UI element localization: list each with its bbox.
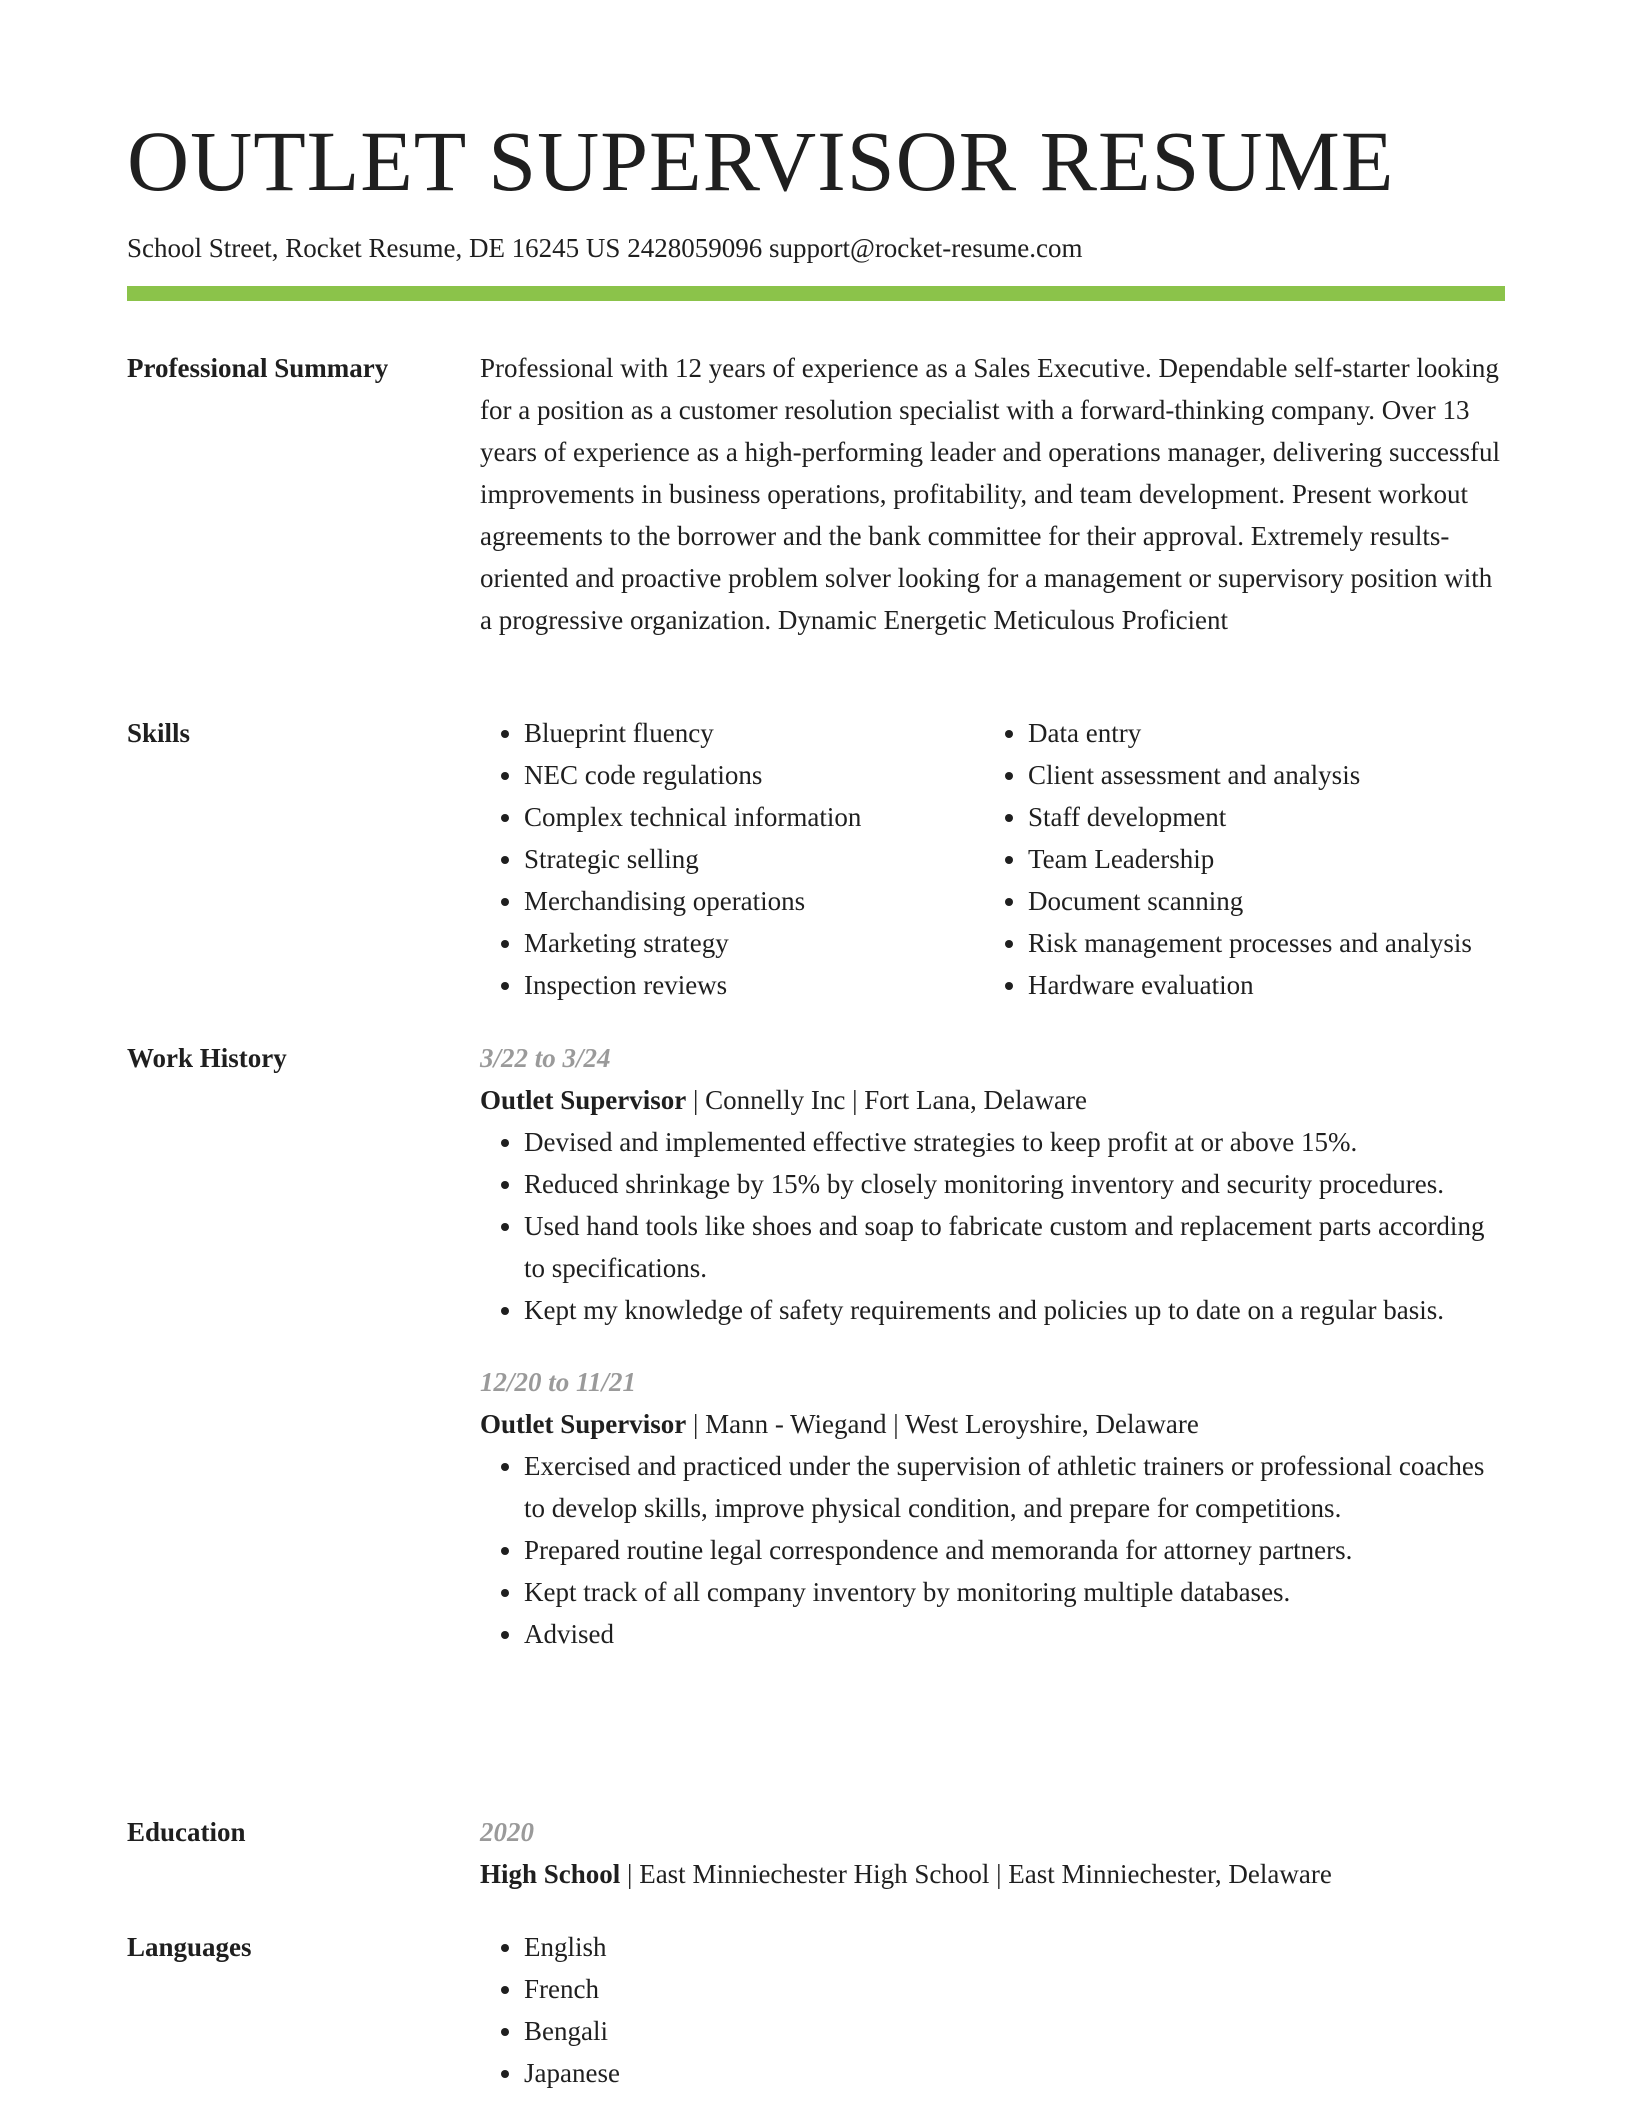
job-heading	[480, 1079, 1505, 1121]
job-bullet: • Devised and implemented effective strategies to keep profit at or above 15%.	[524, 1121, 1505, 1163]
language-item: • Bengali	[524, 2010, 1505, 2052]
job-heading	[480, 1403, 1505, 1445]
job-bullet: • Used hand tools like shoes and soap to fabricate custom and replacement parts according to specifications.	[524, 1205, 1505, 1289]
skill-item: • Data entry	[1028, 712, 1488, 754]
languages-heading: Languages	[127, 1932, 252, 1962]
skill-item: • Merchandising operations	[524, 880, 984, 922]
job-bullet: • Advised	[524, 1613, 1505, 1655]
education-heading-line	[480, 1853, 1505, 1895]
skill-item: • Team Leadership	[1028, 838, 1488, 880]
language-item: • Japanese	[524, 2052, 1505, 2094]
work-history-body	[480, 1037, 1505, 1655]
work-history-heading: Work History	[127, 1043, 287, 1073]
languages-body	[480, 1926, 1505, 2094]
skill-item: • Risk management processes and analysis	[1028, 922, 1488, 964]
summary-body	[480, 347, 1505, 641]
job-bullet: • Exercised and practiced under the supervision of athletic trainers or professional coaches to develop skills, improve physical condition, and prepare for competitions.	[524, 1445, 1505, 1529]
skills-list-left	[480, 712, 984, 1006]
languages-list	[480, 1926, 1505, 2094]
job-entry	[480, 1361, 1505, 1655]
summary-text: Professional with 12 years of experience as a Sales Executive. Dependable self-starter looking for a position as a customer resolution specialist with a forward-thinking company. Over 13 years of experience as a high-performing leader and operations manager, delivering successful improvements in business operations, profitability, and team development. Present workout agreements to the borrower and the bank committee for their approval. Extremely results-oriented and proactive problem solver looking for a management or supervisory position with a progressive organization. Dynamic Energetic Meticulous Proficient	[480, 353, 1500, 635]
language-item: • English	[524, 1926, 1505, 1968]
skills-body	[480, 712, 1505, 1006]
skill-item: • Client assessment and analysis	[1028, 754, 1488, 796]
job-title: Outlet Supervisor	[480, 1409, 687, 1439]
education-degree: High School	[480, 1859, 621, 1889]
skill-item: • Blueprint fluency	[524, 712, 984, 754]
accent-rule	[127, 286, 1505, 301]
education-year: 2020	[480, 1817, 534, 1847]
skill-item: • Marketing strategy	[524, 922, 984, 964]
job-bullet: • Reduced shrinkage by 15% by closely monitoring inventory and security procedures.	[524, 1163, 1505, 1205]
contact-line: School Street, Rocket Resume, DE 16245 US 2428059096 support@rocket-resume.com	[127, 233, 1083, 263]
job-details: | Mann - Wiegand | West Leroyshire, Delaware	[686, 1409, 1199, 1439]
job-title: Outlet Supervisor	[480, 1085, 687, 1115]
skill-item: • Document scanning	[1028, 880, 1488, 922]
job-bullet: • Kept track of all company inventory by monitoring multiple databases.	[524, 1571, 1505, 1613]
resume-title: OUTLET SUPERVISOR RESUME	[127, 113, 1395, 209]
job-dates: 12/20 to 11/21	[480, 1367, 637, 1397]
education-heading: Education	[127, 1817, 246, 1847]
skill-item: • NEC code regulations	[524, 754, 984, 796]
skills-list-right	[984, 712, 1488, 1006]
skill-item: • Staff development	[1028, 796, 1488, 838]
skills-column-right	[984, 712, 1488, 1006]
skills-columns	[480, 712, 1505, 1006]
skill-item: • Strategic selling	[524, 838, 984, 880]
skill-item: • Inspection reviews	[524, 964, 984, 1006]
skill-item: • Complex technical information	[524, 796, 984, 838]
language-item: • French	[524, 1968, 1505, 2010]
job-bullet: • Kept my knowledge of safety requirements and policies up to date on a regular basis.	[524, 1289, 1505, 1331]
education-body	[480, 1811, 1505, 1895]
job-entry	[480, 1037, 1505, 1331]
summary-heading: Professional Summary	[127, 353, 389, 383]
skill-item: • Hardware evaluation	[1028, 964, 1488, 1006]
job-bullets	[480, 1121, 1505, 1331]
skills-column-left	[480, 712, 984, 1006]
education-details: | East Minniechester High School | East Minniechester, Delaware	[620, 1859, 1332, 1889]
job-bullet: • Prepared routine legal correspondence and memoranda for attorney partners.	[524, 1529, 1505, 1571]
job-bullets	[480, 1445, 1505, 1655]
job-details: | Connelly Inc | Fort Lana, Delaware	[686, 1085, 1087, 1115]
skills-heading: Skills	[127, 718, 191, 748]
job-dates: 3/22 to 3/24	[480, 1043, 611, 1073]
